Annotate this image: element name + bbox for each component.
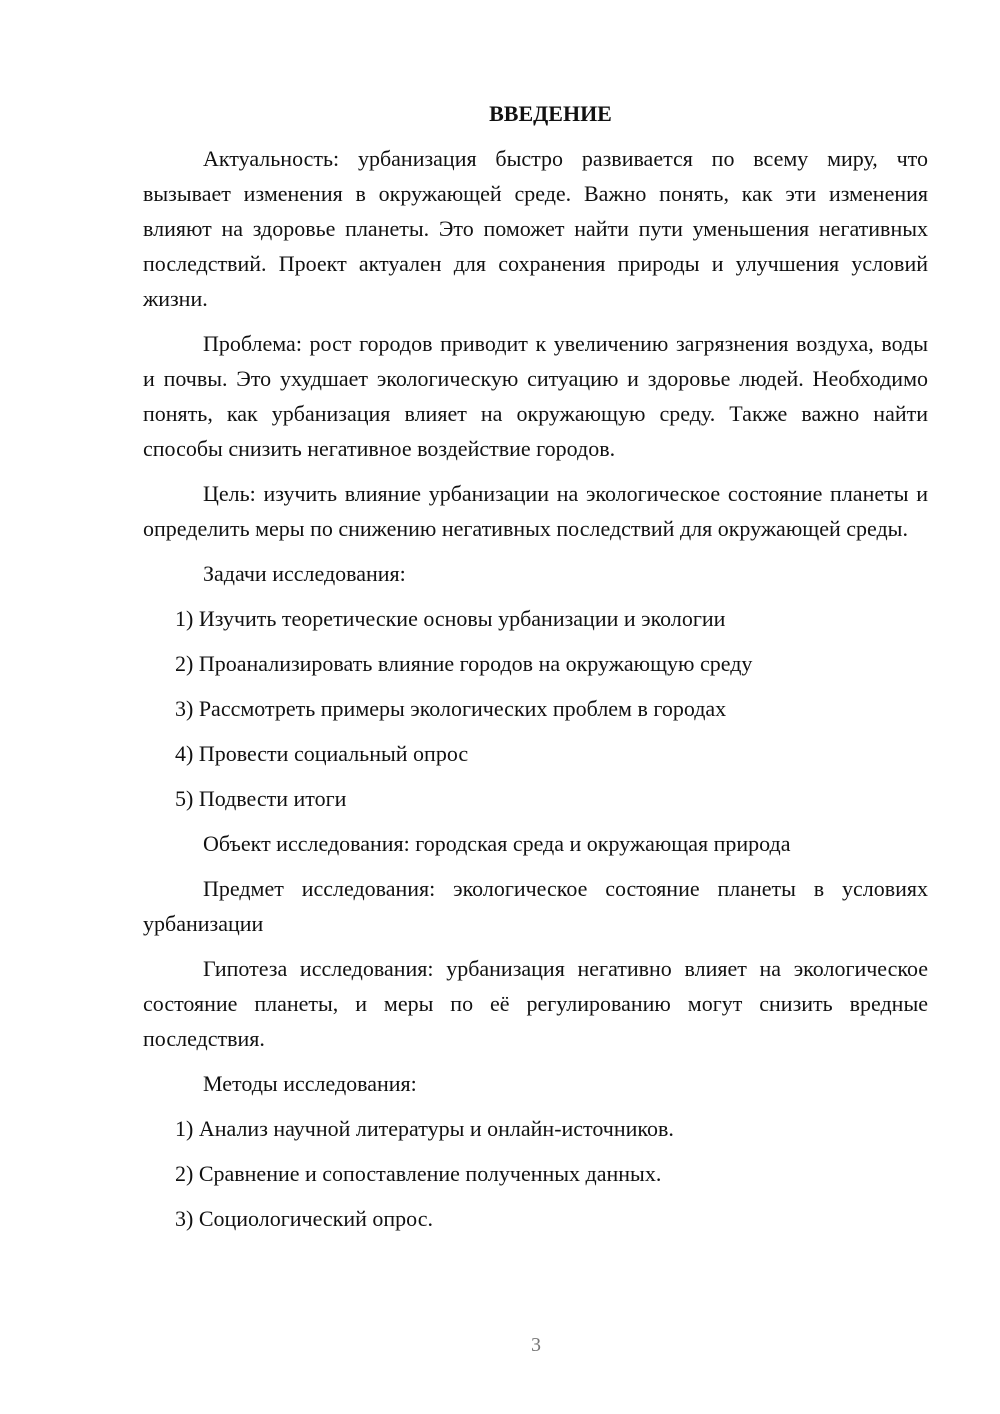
goal-paragraph: Цель: изучить влияние урбанизации на экологическое состояние планеты и определить меры по снижению негативных последствий для окружающей среды. (143, 481, 928, 541)
hypothesis-paragraph: Гипотеза исследования: урбанизация негативно влияет на экологическое состояние планеты, и меры по её регулированию могут снизить вредные последствия. (143, 956, 928, 1051)
relevance-paragraph: Актуальность: урбанизация быстро развивается по всему миру, что вызывает изменения в окружающей среде. Важно понять, как эти изменения влияют на здоровье планеты. Это поможет найти пути уменьшения негативных последствий. Проект актуален для сохранения природы и улучшения условий жизни. (143, 146, 928, 311)
method-item-2: 2) Сравнение и сопоставление полученных данных. (175, 1161, 662, 1186)
problem-paragraph: Проблема: рост городов приводит к увеличению загрязнения воздуха, воды и почвы. Это ухудшает экологическую ситуацию и здоровье людей. Необходимо понять, как урбанизация влияет на окружающую среду. Также важно найти способы снизить негативное воздействие городов. (143, 331, 928, 461)
method-item-1: 1) Анализ научной литературы и онлайн-источников. (175, 1116, 674, 1141)
task-item-4: 4) Провести социальный опрос (175, 741, 469, 766)
method-item-3: 3) Социологический опрос. (175, 1206, 433, 1231)
methods-heading: Методы исследования: (203, 1071, 417, 1096)
task-item-1: 1) Изучить теоретические основы урбанизации и экологии (175, 606, 726, 631)
tasks-heading: Задачи исследования: (203, 561, 406, 586)
object-line: Объект исследования: городская среда и окружающая природа (203, 831, 791, 856)
task-item-5: 5) Подвести итоги (175, 786, 347, 811)
page-number: 3 (531, 1334, 541, 1356)
task-item-2: 2) Проанализировать влияние городов на окружающую среду (175, 651, 753, 676)
task-item-3: 3) Рассмотреть примеры экологических проблем в городах (175, 696, 727, 721)
document-body (143, 96, 928, 1246)
subject-paragraph: Предмет исследования: экологическое состояние планеты в условиях урбанизации (143, 876, 928, 936)
section-title: ВВЕДЕНИЕ (489, 101, 612, 126)
